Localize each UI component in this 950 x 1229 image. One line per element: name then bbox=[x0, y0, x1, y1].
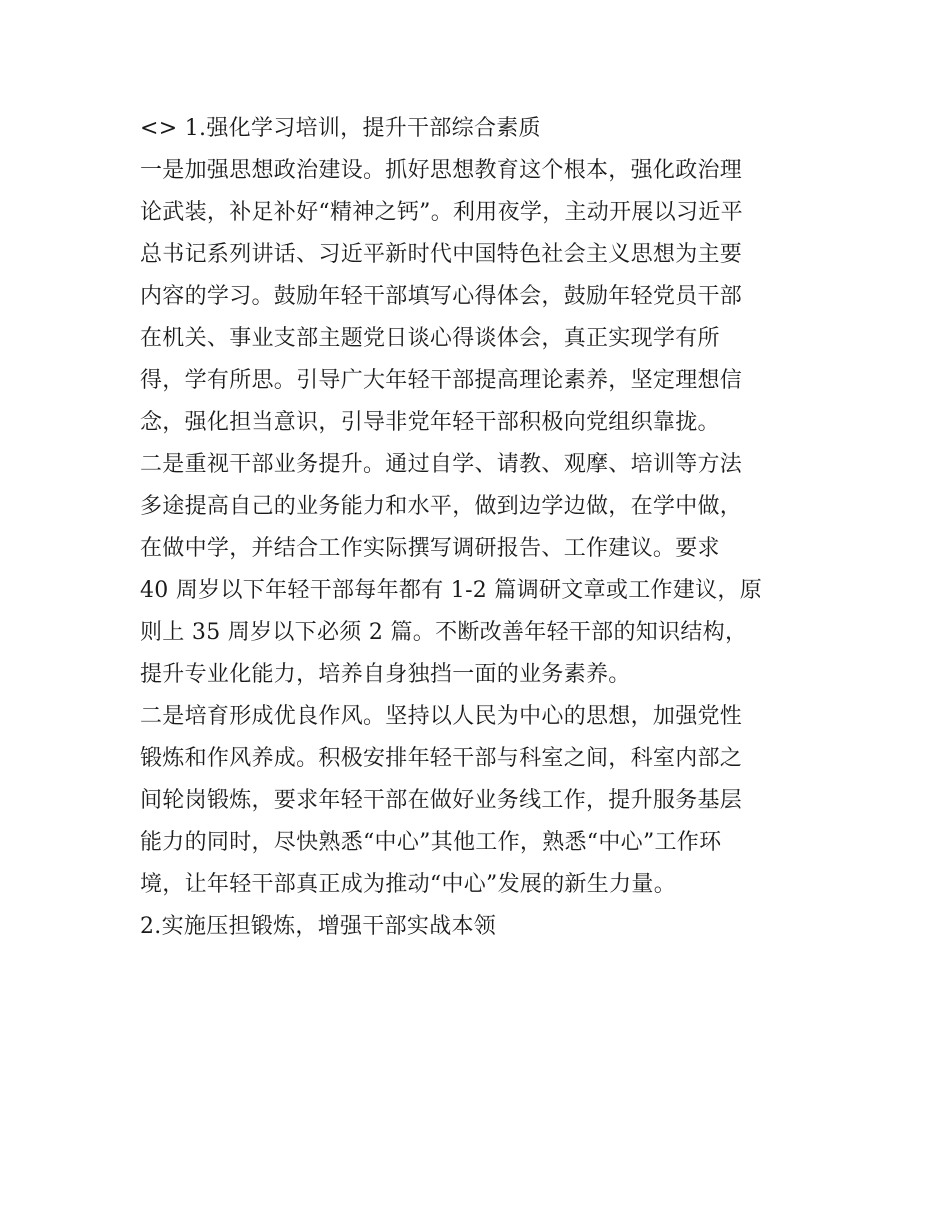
paragraph-line: 得，学有所思。引导广大年轻干部提高理论素养，坚定理想信 bbox=[140, 368, 743, 393]
paragraph-line: 论武装，补足补好“精神之钙”。利用夜学，主动开展以习近平 bbox=[140, 200, 743, 225]
document-body bbox=[140, 108, 820, 948]
paragraph-line: 能力的同时，尽快熟悉“中心”其他工作，熟悉“中心”工作环 bbox=[140, 830, 722, 855]
paragraph-line: 念，强化担当意识，引导非党年轻干部积极向党组织靠拢。 bbox=[140, 410, 720, 435]
paragraph-line: 40 周岁以下年轻干部每年都有 1-2 篇调研文章或工作建议，原 bbox=[140, 578, 763, 603]
paragraph-line: 在机关、事业支部主题党日谈心得谈体会，真正实现学有所 bbox=[140, 326, 720, 351]
section-heading-2: 2.实施压担锻炼，增强干部实战本领 bbox=[140, 914, 497, 939]
paragraph-line: 二是培育形成优良作风。坚持以人民为中心的思想，加强党性 bbox=[140, 704, 743, 729]
paragraph-line: 多途提高自己的业务能力和水平，做到边学边做，在学中做， bbox=[140, 494, 743, 519]
paragraph-line: 在做中学，并结合工作实际撰写调研报告、工作建议。要求 bbox=[140, 536, 720, 561]
paragraph-line: 则上 35 周岁以下必须 2 篇。不断改善年轻干部的知识结构， bbox=[140, 620, 748, 645]
paragraph-line: 境，让年轻干部真正成为推动“中心”发展的新生力量。 bbox=[140, 872, 676, 897]
paragraph-line: 间轮岗锻炼，要求年轻干部在做好业务线工作，提升服务基层 bbox=[140, 788, 743, 813]
section-heading-1: <> 1.强化学习培训，提升干部综合素质 bbox=[140, 116, 541, 141]
paragraph-line: 提升专业化能力，培养自身独挡一面的业务素养。 bbox=[140, 662, 631, 687]
paragraph-line: 内容的学习。鼓励年轻干部填写心得体会，鼓励年轻党员干部 bbox=[140, 284, 743, 309]
paragraph-line: 一是加强思想政治建设。抓好思想教育这个根本，强化政治理 bbox=[140, 158, 743, 183]
paragraph-line: 锻炼和作风养成。积极安排年轻干部与科室之间，科室内部之 bbox=[140, 746, 743, 771]
paragraph-line: 二是重视干部业务提升。通过自学、请教、观摩、培训等方法 bbox=[140, 452, 743, 477]
paragraph-line: 总书记系列讲话、习近平新时代中国特色社会主义思想为主要 bbox=[140, 242, 743, 267]
